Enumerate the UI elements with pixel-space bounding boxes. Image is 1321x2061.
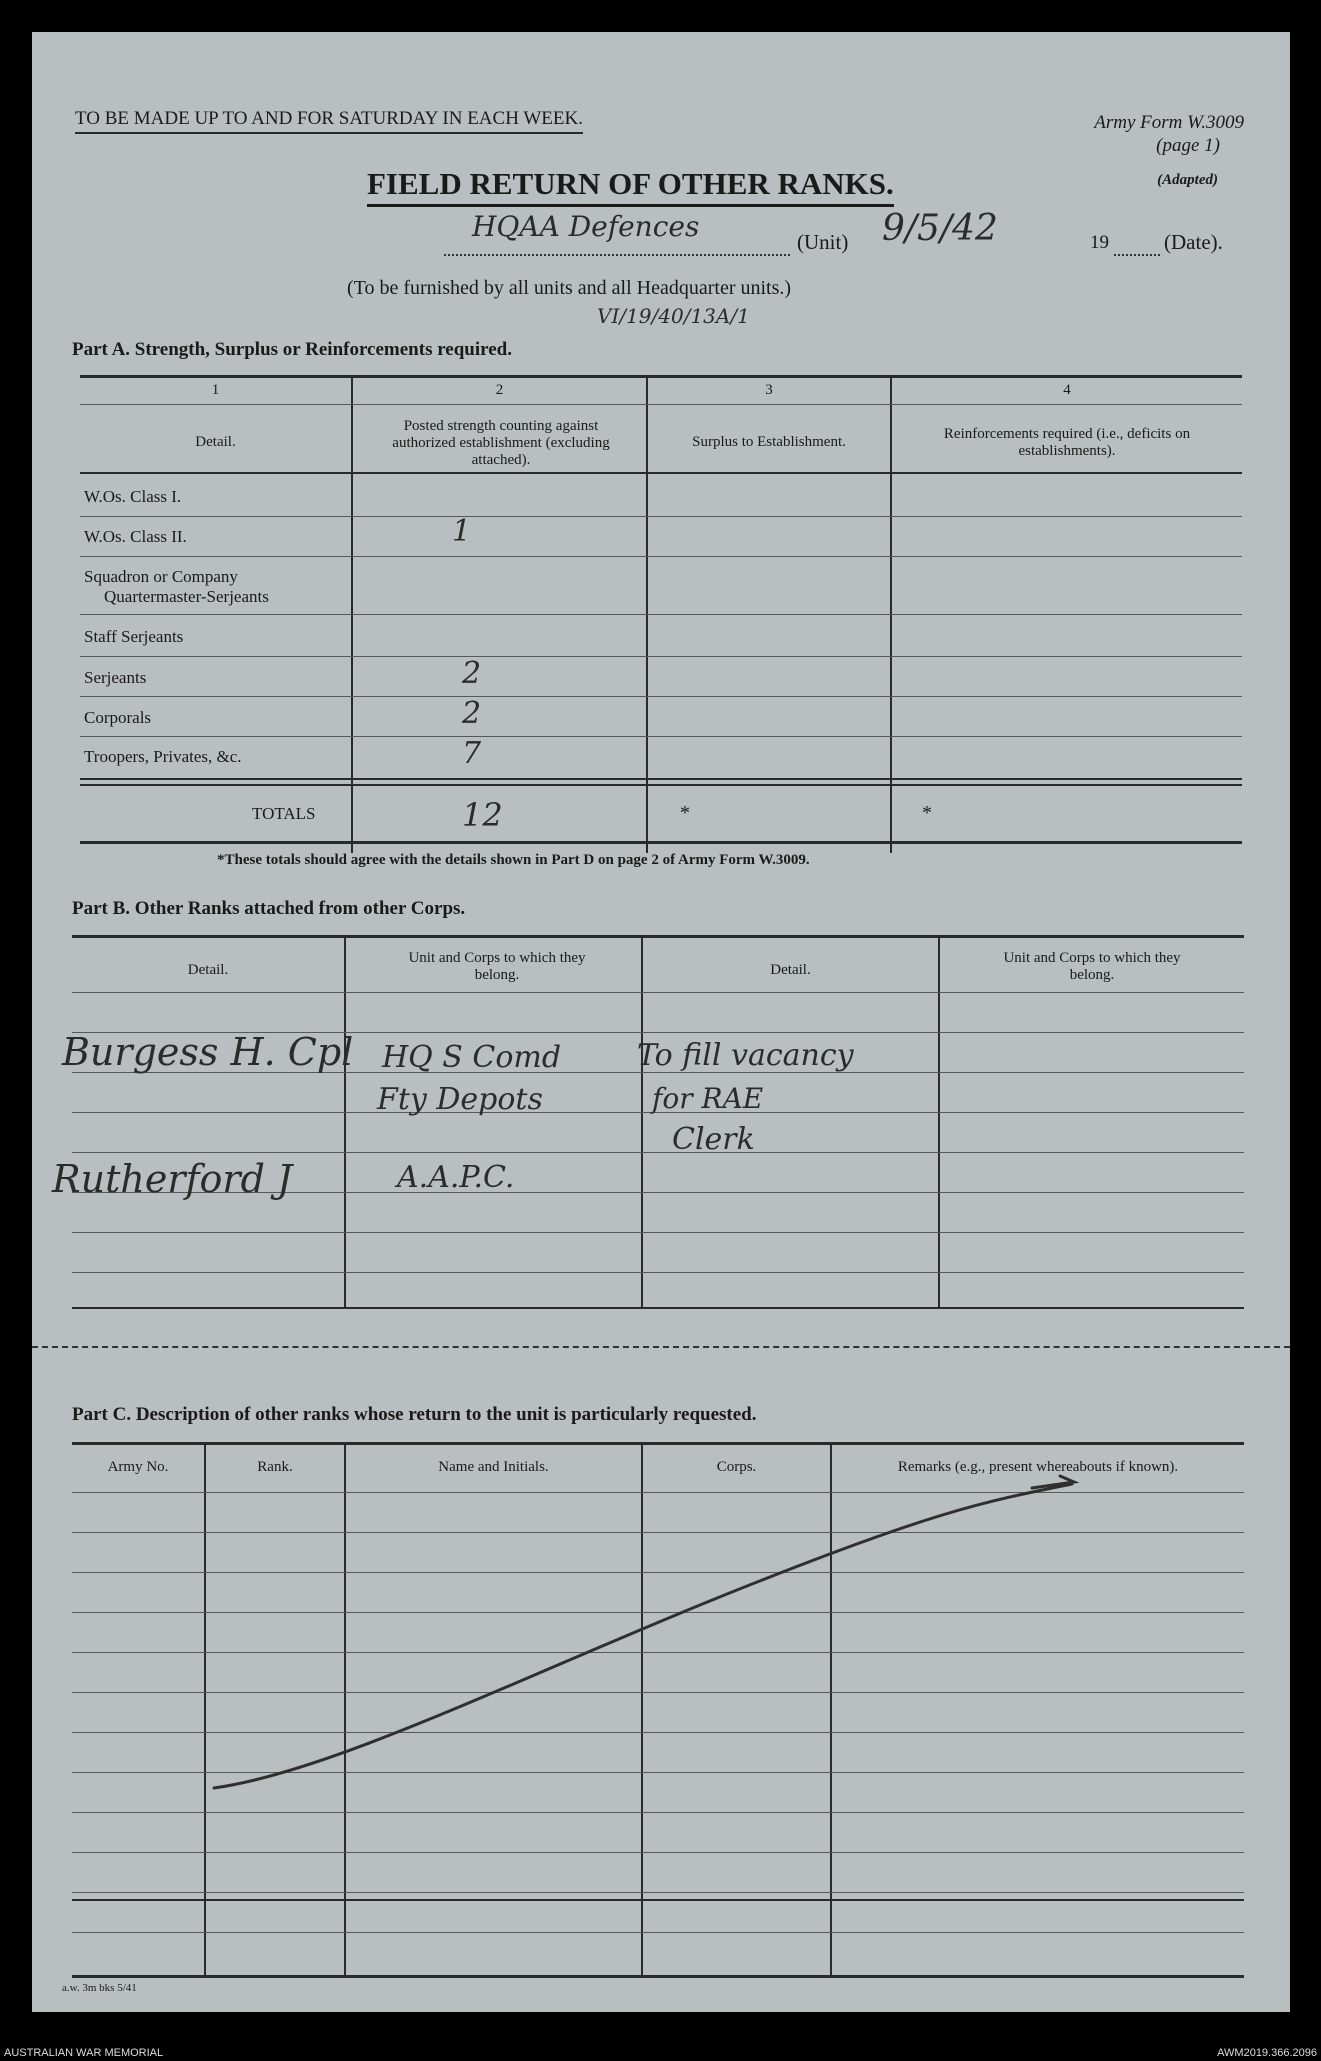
part-a-colnum-2: 2 [495, 382, 504, 398]
date-handwritten: 9/5/42 [882, 208, 998, 249]
row-staff-serjeants: Staff Serjeants [84, 627, 184, 646]
part-b-title: Part B. Other Ranks attached from other Corps. [72, 898, 466, 919]
part-c-header-army-no: Army No. [107, 1459, 169, 1475]
entry-2-name: Rutherford J [52, 1157, 293, 1201]
unit-label: (Unit) [797, 230, 849, 254]
entry-1-detail-line1: To fill vacancy [637, 1038, 854, 1073]
part-a-header-reinforcements: Reinforcements required (i.e., deficits on establishments). [943, 426, 1191, 459]
totals-star-surplus: * [680, 802, 690, 824]
entry-2-unit: A.A.P.C. [397, 1160, 515, 1195]
row-serjeants: Serjeants [84, 668, 147, 687]
entry-1-unit-line2: Fty Depots [377, 1082, 543, 1117]
part-a-colnum-3: 3 [765, 382, 773, 398]
part-c-title: Part C. Description of other ranks whose return to the unit is particularly requested. [72, 1404, 757, 1425]
footer-left: AUSTRALIAN WAR MEMORIAL [4, 2047, 164, 2059]
form-title: FIELD RETURN OF OTHER RANKS. [367, 166, 894, 207]
value-serjeants: 2 [462, 656, 482, 691]
part-a-footnote: *These totals should agree with the details shown in Part D on page 2 of Army Form W.3009. [217, 852, 810, 868]
part-a-header-surplus: Surplus to Establishment. [692, 434, 846, 450]
row-company-qms-line2: Quartermaster-Serjeants [104, 587, 269, 606]
part-b-header-unit-2: Unit and Corps to which they belong. [1003, 950, 1181, 983]
part-a-colnum-1: 1 [211, 382, 220, 398]
value-corporals: 2 [462, 696, 482, 731]
part-c-header-rank: Rank. [257, 1459, 293, 1475]
entry-1-name: Burgess H. Cpl [62, 1030, 354, 1074]
instruction-line: TO BE MADE UP TO AND FOR SATURDAY IN EACH WEEK. [75, 108, 583, 134]
row-company-qms: Squadron or Company [84, 567, 238, 586]
entry-1-detail-line3: Clerk [672, 1122, 755, 1157]
form-sheet [32, 32, 1290, 2012]
part-b-header-unit-1: Unit and Corps to which they belong. [408, 950, 586, 983]
date-label: (Date). [1164, 230, 1223, 254]
entry-1-detail-line2: for RAE [652, 1082, 764, 1115]
entry-1-unit-line1: HQ S Comd [382, 1040, 562, 1075]
part-c-header-name: Name and Initials. [438, 1459, 549, 1475]
unit-handwritten: HQAA Defences [472, 210, 700, 243]
adapted-label: (Adapted) [1157, 172, 1218, 188]
form-number: Army Form W.3009 [1094, 112, 1244, 133]
row-troopers: Troopers, Privates, &c. [84, 747, 242, 766]
strike-through-stroke [32, 32, 1290, 2012]
row-wo-class-2: W.Os. Class II. [84, 527, 187, 546]
value-troopers: 7 [462, 736, 482, 771]
totals-value: 12 [462, 796, 503, 834]
part-a-title: Part A. Strength, Surplus or Reinforcements required. [72, 339, 512, 360]
print-code: a.w. 3m bks 5/41 [62, 1982, 137, 1994]
part-b-header-detail-2: Detail. [770, 962, 811, 978]
part-c-header-corps: Corps. [716, 1459, 757, 1475]
furnish-note: (To be furnished by all units and all Headquarter units.) [347, 277, 792, 299]
part-a-header-detail: Detail. [195, 434, 236, 450]
footer-right: AWM2019.366.2096 [1217, 2047, 1317, 2059]
row-wo-class-1: W.Os. Class I. [84, 487, 182, 506]
part-a-colnum-4: 4 [1063, 382, 1071, 398]
year-label: 19 [1090, 232, 1109, 253]
part-c-header-remarks: Remarks (e.g., present whereabouts if known). [897, 1459, 1179, 1475]
part-b-header-detail-1: Detail. [187, 962, 229, 978]
part-a-header-posted: Posted strength counting against authorized establishment (excluding attached). [392, 418, 610, 468]
page-number: (page 1) [1156, 135, 1220, 156]
value-wo-class-2: 1 [452, 514, 472, 549]
ref-handwritten: VI/19/40/13A/1 [597, 304, 750, 328]
totals-label: TOTALS [252, 804, 316, 823]
totals-star-reinforcements: * [922, 802, 932, 824]
row-corporals: Corporals [84, 708, 152, 727]
